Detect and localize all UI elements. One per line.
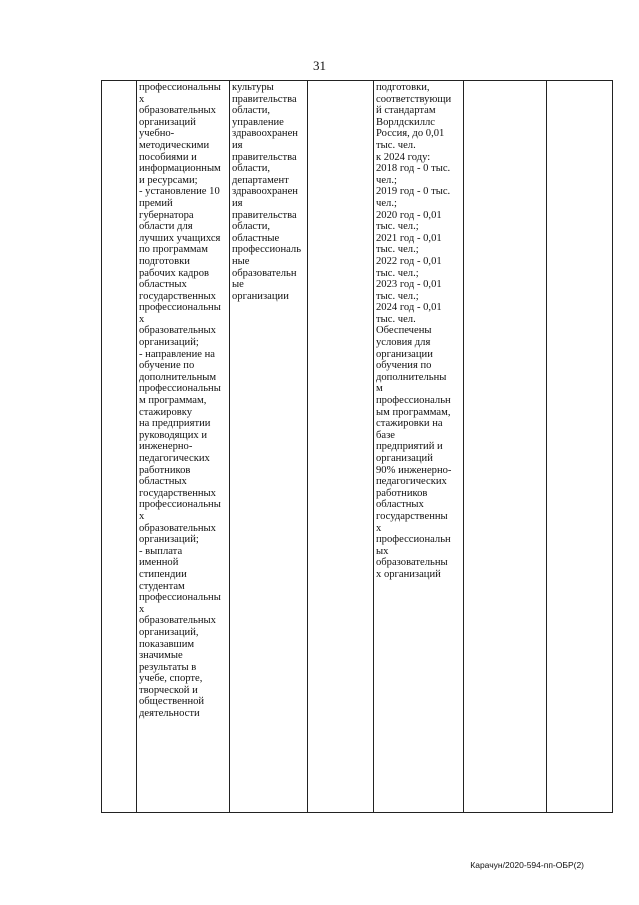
cell-text-line: образовательных — [139, 325, 216, 337]
cell-text-line: учебе, спорте, — [139, 673, 203, 685]
cell-text-line: руководящих и — [139, 429, 207, 441]
cell-text-line: профессиональны — [139, 302, 221, 314]
cell-text-line: базе — [376, 429, 395, 441]
cell-text-line: х — [139, 510, 145, 522]
cell-text-line: тыс. чел. — [376, 313, 416, 325]
cell-text-line: профессиональ — [232, 244, 302, 256]
cell-text-line: 2021 год - 0,01 — [376, 232, 442, 244]
cell-text-line: правительства — [232, 209, 297, 221]
cell-text-line: губернатора — [139, 209, 194, 221]
cell-text-line: педагогических — [139, 453, 210, 464]
cell-text-line: областных — [139, 279, 187, 291]
cell-text-line: й стандартам — [376, 105, 436, 117]
cell-text-line: Ворлдскиллс — [376, 116, 435, 128]
cell-text-line: организаций — [139, 116, 196, 128]
document-table — [101, 80, 613, 813]
cell-text-line: и ресурсами; — [139, 174, 198, 186]
cell-text-line: на предприятии — [139, 418, 211, 430]
cell-text-line: пособиями и — [139, 151, 197, 163]
cell-text-line: - установление 10 — [139, 186, 220, 198]
cell-text-line: чел.; — [376, 197, 397, 209]
cell-text-line: области, — [232, 221, 271, 233]
cell-text-line: показавшим — [139, 638, 195, 650]
cell-text-line: тыс. чел.; — [376, 244, 419, 256]
cell-text-line: общественной — [139, 696, 205, 708]
cell-text-line: Обеспечены — [376, 325, 432, 337]
cell-text-line: х — [139, 313, 145, 325]
cell-text-line: педагогических — [376, 476, 447, 488]
table-row — [102, 81, 613, 813]
cell-text-line: 2024 год - 0,01 — [376, 302, 442, 314]
cell-text-line: управление — [232, 116, 284, 128]
table-cell-col-6 — [464, 81, 547, 813]
cell-text-line: премий — [139, 197, 173, 209]
cell-text-line: областные — [232, 232, 280, 244]
cell-text-line: 2022 год - 0,01 — [376, 255, 442, 267]
cell-text-line: х — [139, 603, 145, 615]
cell-text-line: государственных — [139, 487, 216, 499]
cell-text-line: государственны — [376, 510, 448, 522]
cell-text-line: областных — [139, 476, 187, 488]
cell-text-line: м программам, — [139, 395, 207, 407]
cell-text-line: - направление на — [139, 348, 215, 360]
cell-text-line: ым программам, — [376, 406, 451, 418]
cell-text-line: 2018 год - 0 тыс. — [376, 163, 451, 175]
cell-text-line: информационным — [139, 163, 221, 175]
cell-text-line: здравоохранен — [232, 186, 298, 198]
cell-text-line: методическими — [139, 139, 210, 151]
cell-text-line: образовательных — [139, 105, 216, 117]
cell-text-line: организаций; — [139, 337, 199, 349]
cell-text-line: здравоохранен — [232, 128, 298, 140]
cell-text-line: организаций, — [139, 626, 199, 638]
cell-text-line: организации — [232, 290, 289, 302]
cell-text-line: образовательн — [232, 267, 297, 279]
cell-text-line: подготовки — [139, 255, 190, 267]
cell-text-line: чел.; — [376, 174, 397, 186]
cell-text-line: организации — [376, 348, 433, 360]
cell-text-line: организаций — [376, 453, 433, 464]
cell-text-line: области, — [232, 163, 271, 175]
cell-text-line: м — [376, 383, 383, 395]
cell-text-line: организаций; — [139, 534, 199, 546]
table-cell-col-7 — [547, 81, 613, 813]
cell-text-line: департамент — [232, 174, 289, 186]
cell-text-line: области, — [232, 105, 271, 117]
cell-text-line: 2020 год - 0,01 — [376, 209, 442, 221]
cell-text-line: тыс. чел. — [376, 139, 416, 151]
cell-text-line: лучших учащихся — [139, 232, 221, 244]
cell-text-line: обучение по — [139, 360, 195, 372]
cell-text-line: профессиональны — [139, 499, 221, 511]
cell-text-line: стажировку — [139, 406, 193, 418]
cell-text-line: предприятий и — [376, 441, 443, 453]
cell-text-line: 2019 год - 0 тыс. — [376, 186, 451, 198]
cell-text-line: государственных — [139, 290, 216, 302]
cell-text-line: - выплата — [139, 545, 183, 557]
cell-text-line: тыс. чел.; — [376, 267, 419, 279]
cell-text-line: ых — [376, 545, 389, 557]
cell-text-line: именной — [139, 557, 179, 569]
cell-text-line: правительства — [232, 93, 297, 105]
table-cell-col-3 — [230, 81, 308, 813]
cell-text-line: соответствующи — [376, 93, 452, 105]
cell-text-line: тыс. чел.; — [376, 221, 419, 233]
cell-text-line: образовательных — [139, 615, 216, 627]
cell-text-line: по программам — [139, 244, 208, 256]
cell-text-line: рабочих кадров — [139, 267, 210, 279]
cell-text-line: стипендии — [139, 568, 187, 580]
cell-text-line: подготовки, — [376, 82, 430, 93]
cell-text-line: Россия, до 0,01 — [376, 128, 445, 140]
cell-text-line: стажировки на — [376, 418, 443, 430]
cell-text-line: деятельности — [139, 708, 200, 720]
cell-text-line: дополнительным — [139, 371, 217, 383]
cell-text-line: 2023 год - 0,01 — [376, 279, 442, 291]
cell-text-line: х — [376, 522, 382, 534]
cell-text-line: профессиональн — [376, 395, 451, 407]
cell-text-line: дополнительны — [376, 371, 447, 383]
cell-text-line: образовательны — [376, 557, 448, 569]
cell-text-line: творческой и — [139, 684, 198, 696]
cell-text-line: условия для — [376, 337, 431, 349]
cell-text-line: профессиональны — [139, 592, 221, 604]
table-cell-col-2 — [137, 81, 230, 813]
cell-text-line: студентам — [139, 580, 185, 592]
cell-text-line: области для — [139, 221, 193, 233]
cell-text-line: работников — [139, 464, 191, 476]
cell-text-line: работников — [376, 487, 428, 499]
cell-text-line: ия — [232, 197, 243, 209]
cell-text-line: профессиональны — [139, 383, 221, 395]
cell-text-line: профессиональны — [139, 82, 221, 93]
cell-text-line: профессиональн — [376, 534, 451, 546]
cell-text-line: к 2024 году: — [376, 151, 431, 163]
cell-text-line: результаты в — [139, 661, 197, 673]
cell-text-line: инженерно- — [139, 441, 193, 453]
cell-text-line: ия — [232, 139, 243, 151]
cell-text-line: областных — [376, 499, 424, 511]
cell-text-line: учебно- — [139, 128, 175, 140]
cell-text-line: ые — [232, 279, 244, 291]
cell-text-line: 90% инженерно- — [376, 464, 452, 476]
cell-text-line: образовательных — [139, 522, 216, 534]
cell-text-line: х — [139, 93, 145, 105]
table-cell-col-1 — [102, 81, 137, 813]
table-cell-col-4 — [308, 81, 374, 813]
cell-text-line: тыс. чел.; — [376, 290, 419, 302]
cell-text-line: ные — [232, 255, 250, 267]
page-number: 31 — [313, 58, 326, 73]
document-footer-code: Карачун/2020-594-пп-ОБР(2) — [470, 860, 584, 870]
cell-text-line: культуры — [232, 82, 274, 93]
cell-text-line: значимые — [139, 650, 183, 662]
cell-text-line: х организаций — [376, 568, 441, 580]
cell-text-line: правительства — [232, 151, 297, 163]
cell-text-line: обучения по — [376, 360, 432, 372]
table-cell-col-5 — [374, 81, 464, 813]
